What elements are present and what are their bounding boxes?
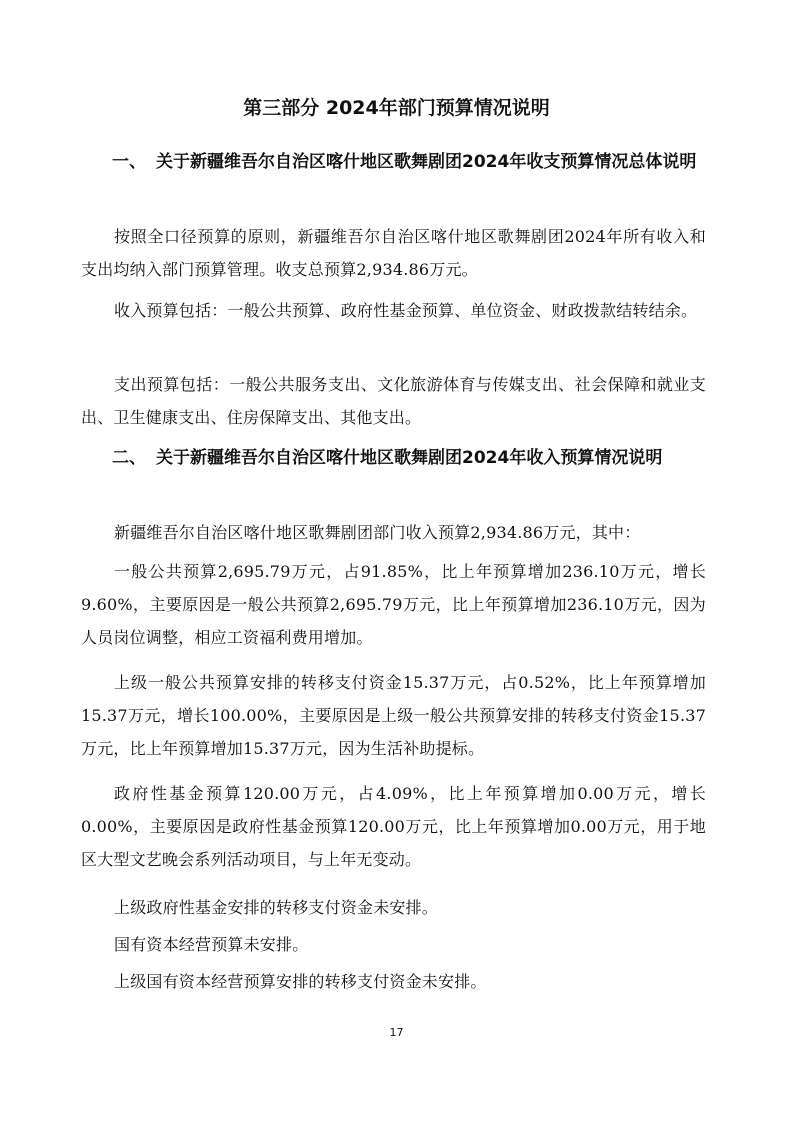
paragraph: 按照全口径预算的原则，新疆维吾尔自治区喀什地区歌舞剧团2024年所有收入和支出均纳入部门预算管理。收支总预算2,934.86万元。 (81, 227, 706, 279)
section-heading-1 (112, 146, 702, 179)
paragraph: 上级一般公共预算安排的转移支付资金15.37万元，占0.52%，比上年预算增加15.37万元，增长100.00%，主要原因是上级一般公共预算安排的转移支付资金15.37万元，比上年预算增加15.37万元，因为生活补助提标。 (81, 673, 706, 758)
paragraph: 支出预算包括：一般公共服务支出、文化旅游体育与传媒支出、社会保障和就业支出、卫生健康支出、住房保障支出、其他支出。 (81, 375, 706, 427)
section-heading-text: 关于新疆维吾尔自治区喀什地区歌舞剧团2024年收入预算情况说明 (156, 448, 663, 468)
paragraph: 政府性基金预算120.00万元，占4.09%，比上年预算增加0.00万元，增长0.00%，主要原因是政府性基金预算120.00万元，比上年预算增加0.00万元，用于地区大型文艺晚会系列活动项目，与上年无变动。 (81, 784, 706, 869)
paragraph: 上级国有资本经营预算安排的转移支付资金未安排。 (114, 972, 487, 991)
paragraph: 新疆维吾尔自治区喀什地区歌舞剧团部门收入预算2,934.86万元，其中： (114, 523, 641, 542)
paragraph: 上级政府性基金安排的转移支付资金未安排。 (114, 898, 439, 917)
page-number: 17 (389, 1026, 404, 1039)
section-number: 二、 (112, 448, 146, 468)
section-heading-text: 关于新疆维吾尔自治区喀什地区歌舞剧团2024年收支预算情况总体说明 (156, 152, 697, 172)
section-heading-2 (112, 442, 702, 475)
section-number: 一、 (112, 152, 146, 172)
page-title: 第三部分 2024年部门预算情况说明 (243, 97, 550, 119)
paragraph: 收入预算包括：一般公共预算、政府性基金预算、单位资金、财政拨款结转结余。 (114, 301, 698, 320)
paragraph: 一般公共预算2,695.79万元，占91.85%，比上年预算增加236.10万元，增长9.60%，主要原因是一般公共预算2,695.79万元，比上年预算增加236.10万元，因为人员岗位调整，相应工资福利费用增加。 (81, 562, 706, 647)
paragraph: 国有资本经营预算未安排。 (114, 935, 309, 954)
